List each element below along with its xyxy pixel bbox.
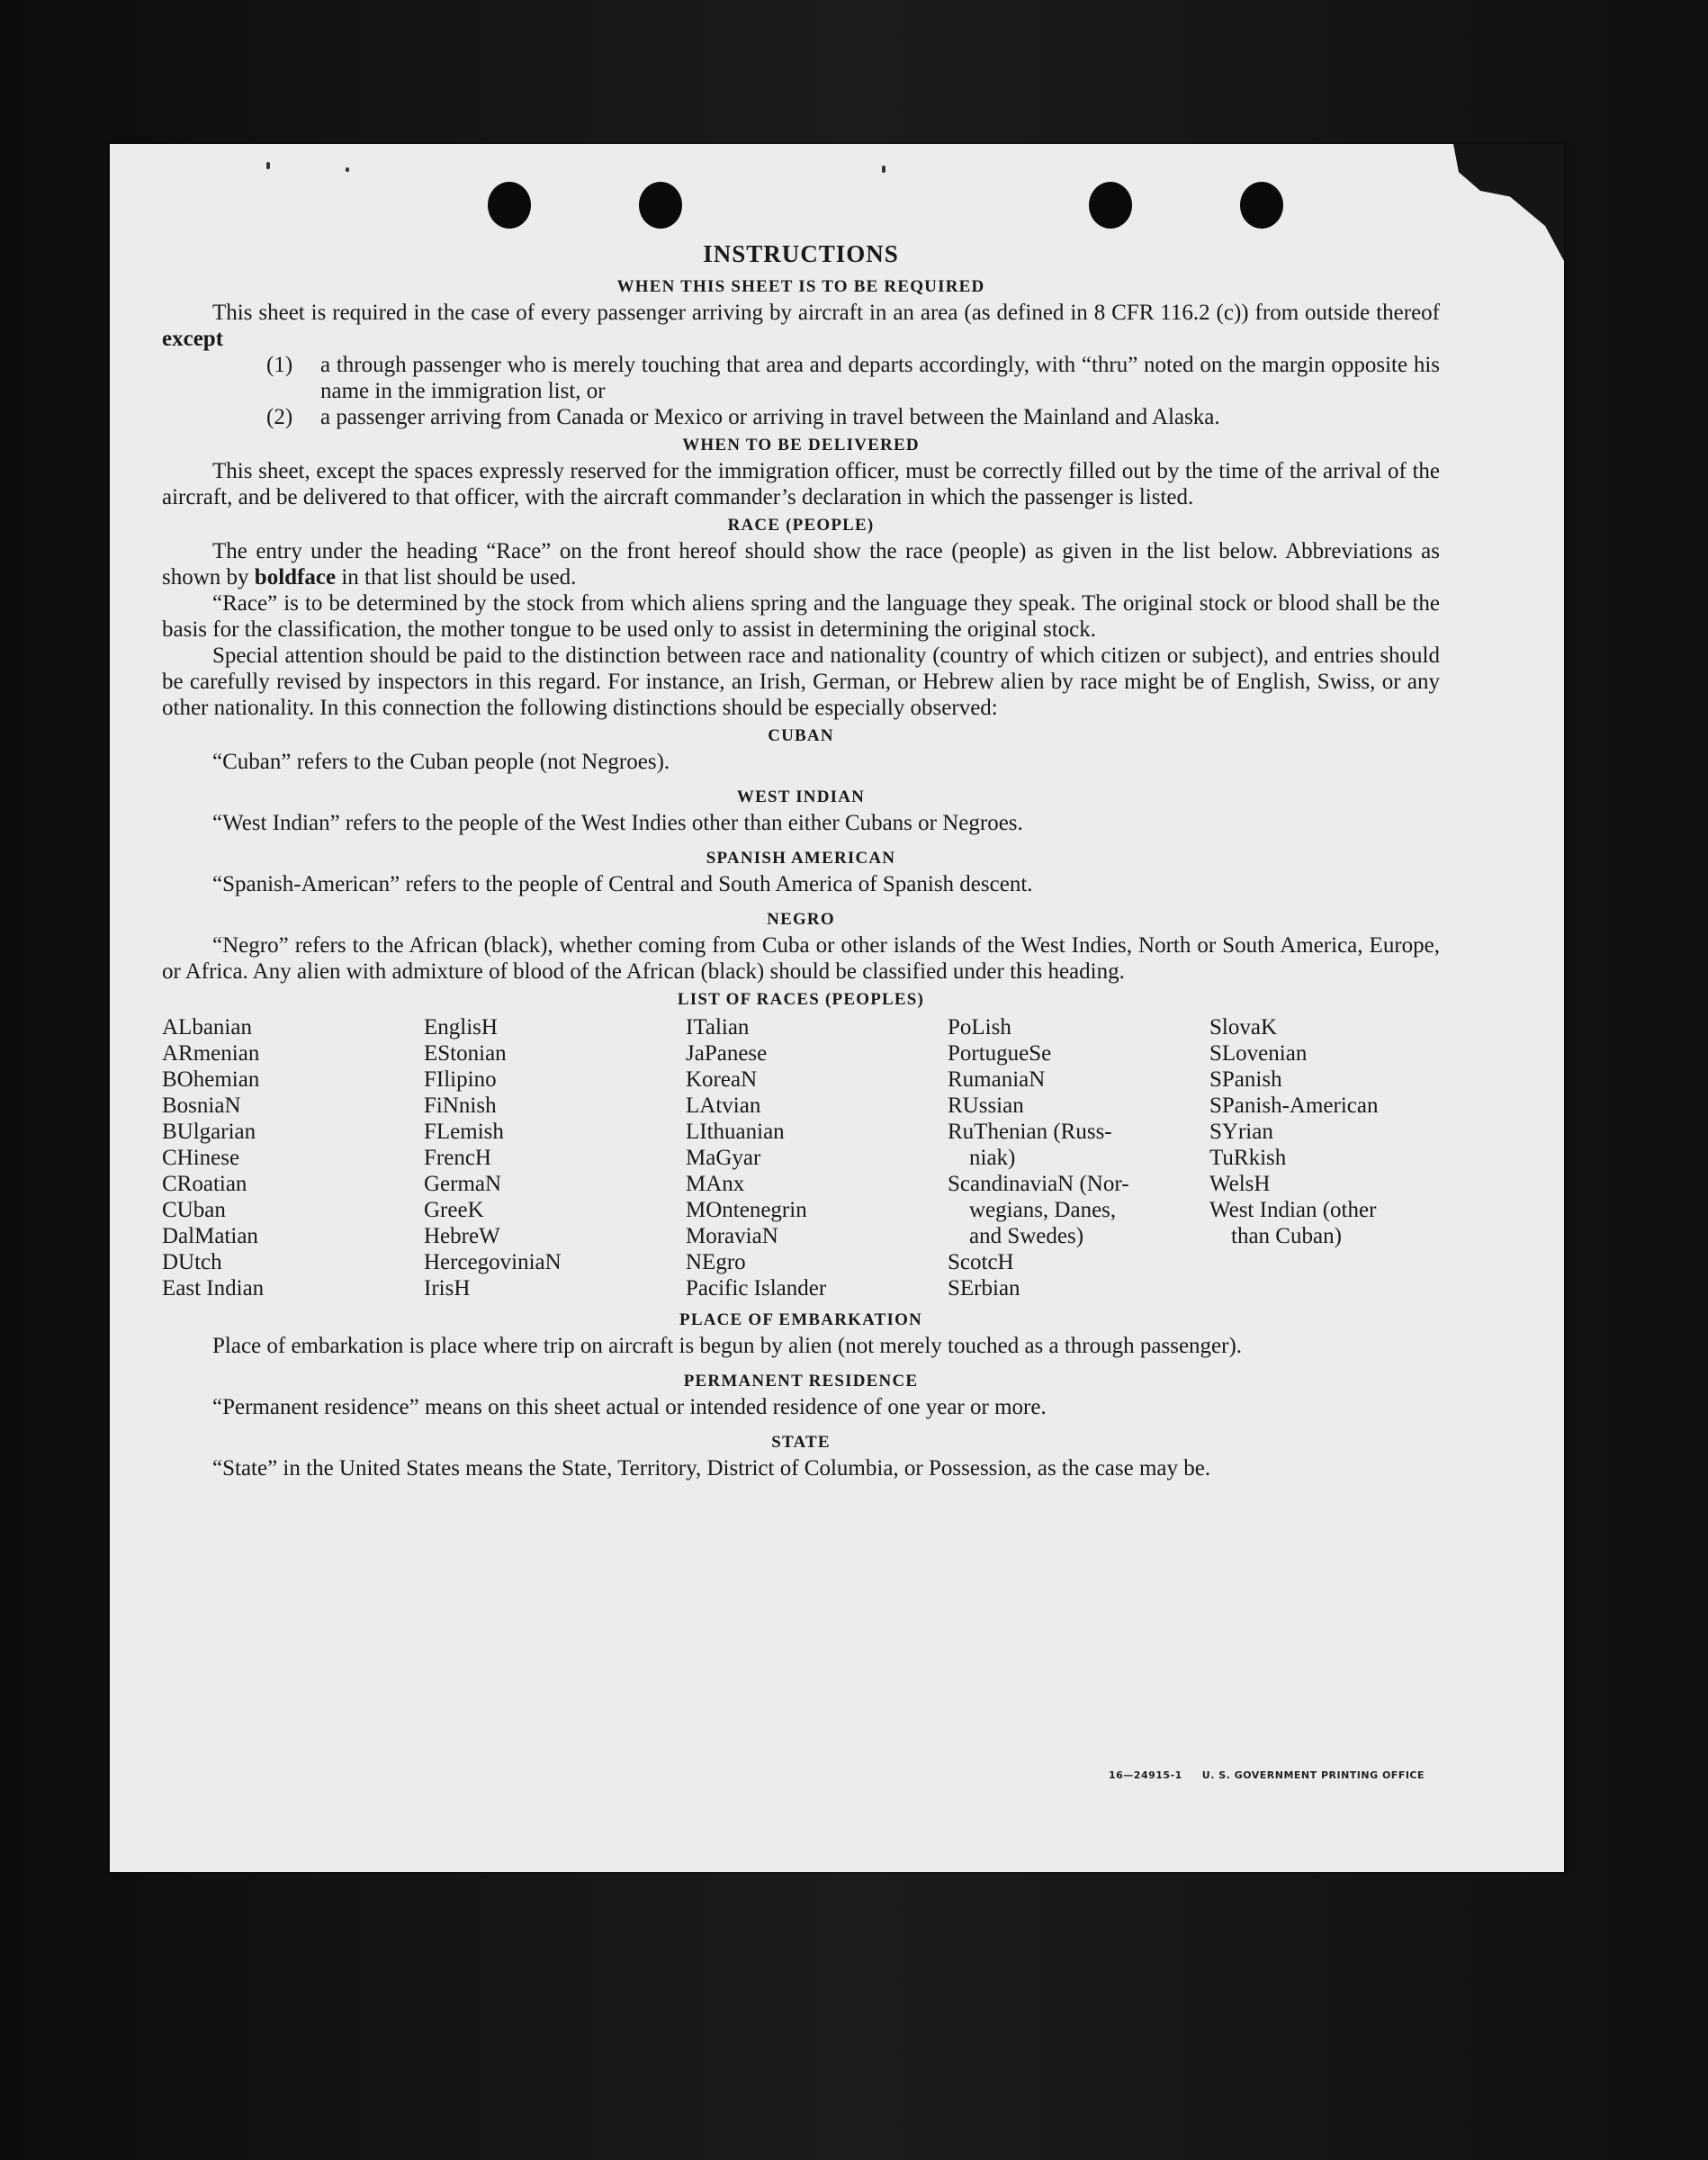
punch-hole (1089, 182, 1132, 229)
sheet-content (162, 241, 1440, 1481)
exception-item: (1) a through passenger who is merely touching that area and departs accordingly, with “thru” noted on the margin opposite his name in the immigration list, or (266, 353, 1440, 403)
punch-hole (488, 182, 531, 229)
race-entry: ITalian (686, 1015, 750, 1040)
races-column (424, 1014, 686, 1301)
races-column (162, 1014, 424, 1301)
section-heading-race: RACE (PEOPLE) (727, 516, 875, 535)
race-entry: MAnx (686, 1172, 745, 1196)
race-entry: LIthuanian (686, 1120, 785, 1144)
race-entry: PortugueSe (948, 1041, 1052, 1066)
instruction-sheet (110, 144, 1564, 1872)
race-entry: BOhemian (162, 1067, 260, 1092)
races-column (1209, 1014, 1440, 1301)
race-entry: JaPanese (686, 1041, 768, 1066)
section-heading-list-of-races: LIST OF RACES (PEOPLES) (677, 990, 925, 1009)
section-heading-spanish-american: SPANISH AMERICAN (706, 849, 896, 868)
form-number: 16—24915-1 (1109, 1769, 1182, 1781)
race-entry: RUssian (948, 1094, 1024, 1118)
race-entry: FIlipino (424, 1067, 497, 1092)
race-entry: ScandinaviaN (Nor- (948, 1172, 1129, 1196)
race-entry: niak) (969, 1146, 1016, 1170)
section-heading-state: STATE (771, 1433, 831, 1452)
race-entry: SPanish (1209, 1067, 1282, 1092)
when-delivered-text: This sheet, except the spaces expressly reserved for the immigration officer, must be correctly filled out by the time of the arrival of the aircraft, and be delivered to that officer, with the aircraft commander’s declaration in which the passenger is listed. (162, 459, 1440, 509)
race-entry: IrisH (424, 1276, 471, 1300)
west-indian-text: “West Indian” refers to the people of the West Indies other than either Cubans or Negroes. (212, 811, 1023, 835)
state-text: “State” in the United States means the State, Territory, District of Columbia, or Possession, as the case may be. (212, 1456, 1211, 1480)
permanent-residence-text: “Permanent residence” means on this sheet actual or intended residence of one year or more. (212, 1395, 1047, 1419)
printer-imprint: U. S. GOVERNMENT PRINTING OFFICE (1201, 1769, 1425, 1781)
race-paragraph-2: “Race” is to be determined by the stock from which aliens spring and the language they speak. The original stock or blood shall be the basis for the classification, the mother tongue to be used only to assist in determining the original stock. (162, 591, 1440, 642)
section-heading-permanent-residence: PERMANENT RESIDENCE (683, 1372, 919, 1390)
race-entry: MaGyar (686, 1146, 761, 1170)
race-entry: EnglisH (424, 1015, 498, 1040)
section-heading-when-delivered: WHEN TO BE DELIVERED (682, 436, 920, 454)
race-entry: SLovenian (1209, 1041, 1308, 1066)
race-entry: BUlgarian (162, 1120, 256, 1144)
race-entry: Pacific Islander (686, 1276, 827, 1300)
race-paragraph-1: The entry under the heading “Race” on the front hereof should show the race (people) as given in the list below. Abbreviations as shown by boldface in that list should be used. (162, 539, 1440, 590)
race-entry: TuRkish (1209, 1146, 1287, 1170)
races-column (686, 1014, 948, 1301)
race-entry: West Indian (other (1209, 1198, 1377, 1222)
exception-item: (2) a passenger arriving from Canada or Mexico or arriving in travel between the Mainland and Alaska. (266, 405, 1220, 429)
race-entry: DUtch (162, 1250, 222, 1274)
race-entry: HercegoviniaN (424, 1250, 562, 1274)
race-entry: KoreaN (686, 1067, 758, 1092)
race-entry: wegians, Danes, (969, 1198, 1117, 1222)
race-entry: CRoatian (162, 1172, 247, 1196)
section-heading-cuban: CUBAN (768, 726, 834, 745)
section-heading-embarkation: PLACE OF EMBARKATION (679, 1310, 922, 1329)
race-entry: ARmenian (162, 1041, 260, 1066)
race-entry: DalMatian (162, 1224, 258, 1248)
race-entry: and Swedes) (969, 1224, 1084, 1248)
race-entry: ALbanian (162, 1015, 252, 1040)
races-column (948, 1014, 1209, 1301)
race-entry: MOntenegrin (686, 1198, 807, 1222)
negro-text: “Negro” refers to the African (black), whether coming from Cuba or other islands of the West Indies, North or South America, Europe, or Africa. Any alien with admixture of blood of the African (black) should be classified under this heading. (162, 933, 1440, 984)
race-entry: East Indian (162, 1276, 265, 1300)
cuban-text: “Cuban” refers to the Cuban people (not Negroes). (212, 750, 670, 774)
race-entry: SYrian (1209, 1120, 1273, 1144)
race-entry: SPanish-American (1209, 1094, 1379, 1118)
race-entry: LAtvian (686, 1094, 761, 1118)
torn-corner (1429, 144, 1564, 261)
race-entry: PoLish (948, 1015, 1011, 1040)
race-entry: WelsH (1209, 1172, 1271, 1196)
race-entry: SErbian (948, 1276, 1020, 1300)
spanish-american-text: “Spanish-American” refers to the people of Central and South America of Spanish descent. (212, 872, 1033, 896)
page-title: INSTRUCTIONS (703, 240, 899, 267)
race-entry: CHinese (162, 1146, 240, 1170)
race-entry: BosniaN (162, 1094, 241, 1118)
race-entry: FiNnish (424, 1094, 497, 1118)
section-heading-when-required: WHEN THIS SHEET IS TO BE REQUIRED (616, 277, 985, 296)
race-entry: FrencH (424, 1146, 491, 1170)
race-entry: MoraviaN (686, 1224, 778, 1248)
race-entry: than Cuban) (1231, 1224, 1342, 1248)
when-required-text: This sheet is required in the case of every passenger arriving by aircraft in an area (as defined in 8 CFR 116.2 (c)) from outside thereof except (162, 301, 1440, 351)
race-entry: CUban (162, 1198, 226, 1222)
race-entry: GreeK (424, 1198, 484, 1222)
race-entry: HebreW (424, 1224, 500, 1248)
punch-hole (639, 182, 682, 229)
race-entry: FLemish (424, 1120, 504, 1144)
section-heading-negro: NEGRO (767, 910, 835, 929)
race-entry: RuThenian (Russ- (948, 1120, 1112, 1144)
race-entry: SlovaK (1209, 1015, 1277, 1040)
race-entry: RumaniaN (948, 1067, 1046, 1092)
races-table (162, 1014, 1440, 1301)
race-entry: GermaN (424, 1172, 502, 1196)
race-entry: NEgro (686, 1250, 746, 1274)
speck (346, 167, 349, 172)
race-paragraph-3: Special attention should be paid to the distinction between race and nationality (country of which citizen or subject), and entries should be carefully revised by inspectors in this regard. For instance, an Irish, German, or Hebrew alien by race might be of English, Swiss, or any other nationality. In this connection the following distinctions should be especially observed: (162, 644, 1440, 720)
embarkation-text: Place of embarkation is place where trip on aircraft is begun by alien (not merely touched as a through passenger). (212, 1334, 1243, 1358)
race-entry: EStonian (424, 1041, 507, 1066)
race-entry: ScotcH (948, 1250, 1014, 1274)
section-heading-west-indian: WEST INDIAN (736, 788, 866, 806)
form-footer (1109, 1769, 1425, 1781)
speck (266, 162, 270, 169)
speck (882, 166, 885, 173)
punch-hole (1240, 182, 1283, 229)
